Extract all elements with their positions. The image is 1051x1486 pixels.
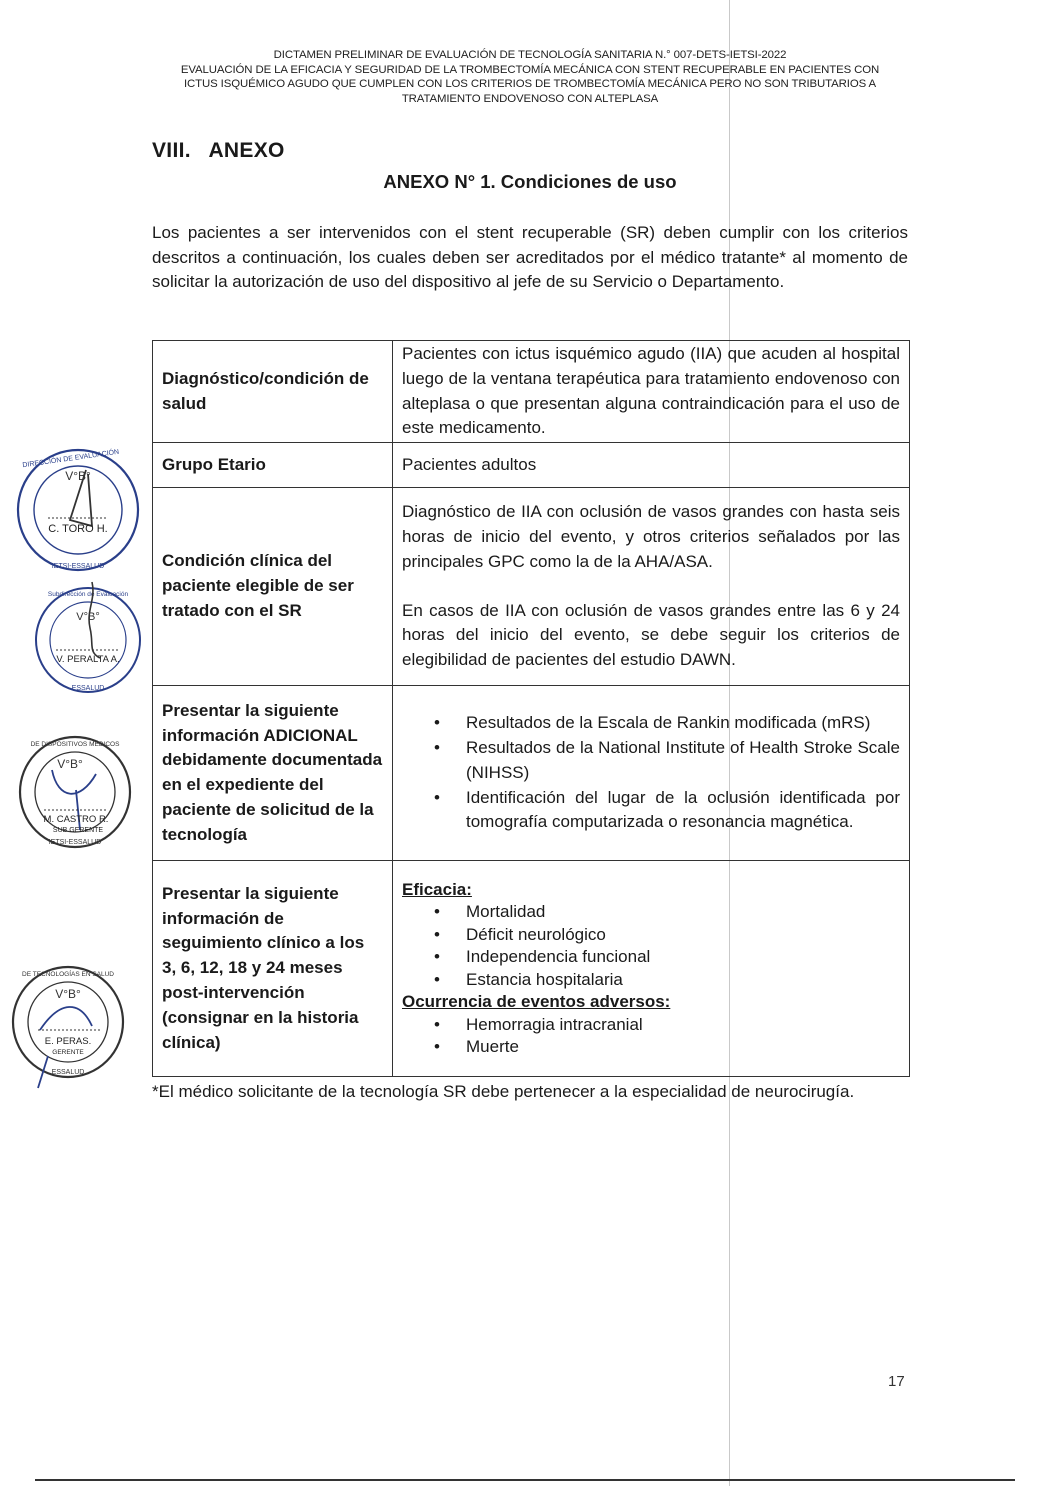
table-row (153, 686, 910, 861)
svg-text:DE TECNOLOGÍAS EN SALUD: DE TECNOLOGÍAS EN SALUD (22, 971, 114, 978)
row-value: Pacientes adultos (393, 443, 910, 488)
svg-text:IETSI-ESSALUD: IETSI-ESSALUD (51, 563, 105, 570)
list-item: • Mortalidad (402, 901, 900, 924)
efficacy-heading: Eficacia: (402, 879, 472, 899)
svg-text:DIRECCIÓN DE EVALUACIÓN: DIRECCIÓN DE EVALUACIÓN (22, 448, 120, 470)
svg-text:ESSALUD: ESSALUD (71, 685, 105, 692)
list-item: • Resultados de la National Institute of Health Stroke Scale (NIHSS) (402, 736, 900, 786)
page-number: 17 (888, 1373, 905, 1390)
row-label: Condición clínica del paciente elegible de ser tratado con el SR (153, 488, 393, 686)
row-value (393, 488, 910, 686)
list-item: • Independencia funcional (402, 946, 900, 969)
svg-text:Subdirección de Evaluación: Subdirección de Evaluación (47, 591, 129, 598)
stamp-vobo: V°B° (76, 611, 100, 623)
table-row (153, 443, 910, 488)
stamp-name: C. TORO H. (48, 523, 108, 535)
list-item: • Identificación del lugar de la oclusión identificada por tomografía computarizada o resonancia magnética. (402, 786, 900, 836)
row-value: Pacientes con ictus isquémico agudo (IIA) que acuden al hospital luego de la ventana terapéutica para tratamiento endovenoso con alteplasa o que presentan alguna contraindicación para el uso de este medicamento. (393, 341, 910, 443)
table-row (153, 341, 910, 443)
stamp-title: GERENTE (52, 1049, 84, 1056)
intro-paragraph: Los pacientes a ser intervenidos con el stent recuperable (SR) deben cumplir con los criterios descritos a continuación, los cuales deben ser acreditados por el médico tratante* al momento de solicitar la autorización de uso del dispositivo al jefe de su Servicio o Departamento. (152, 223, 908, 291)
annex-title: ANEXO N° 1. Condiciones de uso (383, 171, 677, 192)
additional-info-list (402, 711, 900, 835)
row-value (393, 861, 910, 1077)
stamp-vobo: V°B° (57, 757, 83, 771)
row-label: Presentar la siguiente información ADICIONAL debidamente documentada en el expediente del paciente de solicitud de la tecnología (153, 686, 393, 861)
bottom-edge-line (35, 1479, 1015, 1481)
approval-stamp (0, 730, 150, 870)
approval-stamp (0, 440, 150, 580)
row-value (393, 686, 910, 861)
stamp-vobo: V°B° (55, 987, 81, 1001)
footnote: *El médico solicitante de la tecnología SR debe pertenecer a la especialidad de neurocirugía. (152, 1082, 855, 1101)
stamp-name: V. PERALTA A. (56, 654, 120, 665)
list-item: • Estancia hospitalaria (402, 969, 900, 992)
eligibility-paragraph-2: En casos de IIA con oclusión de vasos grandes entre las 6 y 24 horas del inicio del evento, se debe seguir los criterios de elegibilidad de pacientes del estudio DAWN. (402, 600, 900, 670)
document-header (140, 48, 920, 106)
adverse-events-list (402, 1014, 900, 1059)
stamp-name: E. PERAS. (44, 1036, 92, 1047)
stamp-vobo: V°B° (65, 469, 91, 483)
section-title: VIII. ANEXO (152, 139, 285, 162)
header-line-2: EVALUACIÓN DE LA EFICACIA Y SEGURIDAD DE LA TROMBECTOMÍA MECÁNICA CON STENT RECUPERABLE EN PACIENTES CON (180, 63, 880, 76)
eligibility-paragraph-1: Diagnóstico de IIA con oclusión de vasos grandes con hasta seis horas de inicio del evento, y otros criterios señalados por las principales GPC como la de la AHA/ASA. (402, 502, 900, 571)
stamp-title: SUB GERENTE (52, 827, 104, 834)
adverse-events-heading: Ocurrencia de eventos adversos: (402, 992, 671, 1012)
table-row (153, 488, 910, 686)
list-item: • Hemorragia intracranial (402, 1014, 900, 1037)
svg-text:IETSI-ESSALUD: IETSI-ESSALUD (48, 839, 102, 846)
row-label: Grupo Etario (153, 443, 393, 488)
stamp-name: M. CASTRO R. (43, 814, 109, 825)
row-label: Diagnóstico/condición de salud (153, 341, 393, 443)
approval-stamp (0, 580, 150, 720)
svg-text:ESSALUD: ESSALUD (51, 1069, 85, 1076)
approval-stamp (0, 960, 150, 1100)
row-label: Presentar la siguiente información de seguimiento clínico a los 3, 6, 12, 18 y 24 meses post-intervención (consignar en la historia clínica) (153, 861, 393, 1077)
header-line-3: ICTUS ISQUÉMICO AGUDO QUE CUMPLEN CON LOS CRITERIOS DE TROMBECTOMÍA MECÁNICA PERO NO SON TRIBUTARIOS A (183, 78, 877, 90)
list-item: • Muerte (402, 1036, 900, 1059)
header-line-1: DICTAMEN PRELIMINAR DE EVALUACIÓN DE TECNOLOGÍA SANITARIA N.° 007-DETS-IETSI-2022 (273, 49, 787, 61)
header-line-4: TRATAMIENTO ENDOVENOSO CON ALTEPLASA (401, 92, 659, 105)
table-row (153, 861, 910, 1077)
efficacy-list (402, 901, 900, 991)
conditions-table (152, 340, 910, 1077)
list-item: • Déficit neurológico (402, 924, 900, 947)
svg-text:DE DISPOSITIVOS MÉDICOS: DE DISPOSITIVOS MÉDICOS (30, 741, 120, 748)
list-item: • Resultados de la Escala de Rankin modificada (mRS) (402, 711, 900, 736)
